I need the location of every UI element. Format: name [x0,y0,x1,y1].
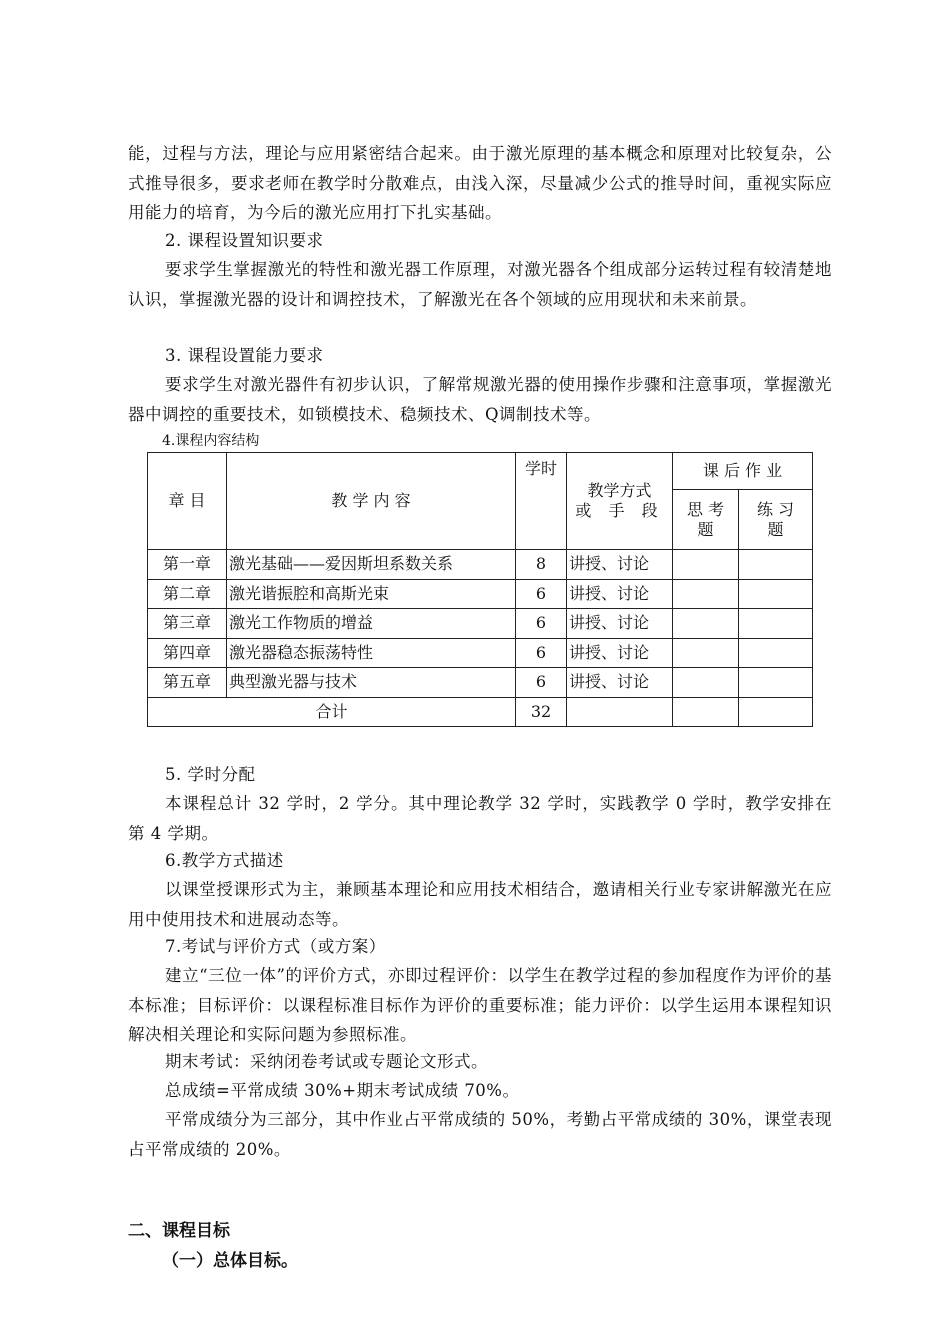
row-think [673,609,739,639]
sec6-body: 以课堂授课形式为主，兼顾基本理论和应用技术相结合，邀请相关行业专家讲解激光在应用中使用技术和进展动态等。 [128,880,832,929]
row-exercise [739,579,813,609]
row-think [673,579,739,609]
row-think [673,638,739,668]
row-exercise [739,609,813,639]
header-exercise [739,490,813,550]
header-exercise-line2: 题 [767,519,784,539]
sec2-body: 要求学生掌握激光的特性和激光器工作原理，对激光器各个组成部分运转过程有较清楚地认识，掌握激光器的设计和调控技术，了解激光在各个领域的应用现状和未来前景。 [128,260,832,309]
row-hours: 6 [516,609,567,639]
row-think [673,550,739,580]
sec7-heading: 7.考试与评价方式（或方案） [165,937,386,956]
header-think-line2: 题 [697,519,714,539]
row-content: 激光工作物质的增益 [227,609,516,639]
table-row [148,579,813,609]
row-method: 讲授、讨论 [567,550,673,580]
total-hours: 32 [516,697,567,727]
table-row [148,609,813,639]
table-row [148,550,813,580]
sec3-heading: 3. 课程设置能力要求 [165,346,324,365]
header-content: 教 学 内 容 [227,453,516,550]
header-exercise-line1: 练 习 [756,499,795,519]
course-content-table [147,452,813,727]
row-method: 讲授、讨论 [567,609,673,639]
row-method: 讲授、讨论 [567,579,673,609]
row-content: 激光基础——爱因斯坦系数关系 [227,550,516,580]
intro-paragraph: 能，过程与方法，理论与应用紧密结合起来。由于激光原理的基本概念和原理对比较复杂，公式推导很多，要求老师在教学时分散难点，由浅入深，尽量减少公式的推导时间，重视实际应用能力的培育，为今后的激光应用打下扎实基础。 [128,144,832,222]
row-think [673,668,739,698]
row-exercise [739,668,813,698]
row-method: 讲授、讨论 [567,638,673,668]
row-content: 激光器稳态振荡特性 [227,638,516,668]
sec2-heading: 2. 课程设置知识要求 [165,231,324,250]
header-method [567,453,673,550]
header-think [673,490,739,550]
header-homework: 课 后 作 业 [673,453,813,490]
row-chapter: 第二章 [148,579,227,609]
sec5-body: 本课程总计 32 学时，2 学分。其中理论教学 32 学时，实践教学 0 学时，教学安排在第 4 学期。 [128,794,832,843]
subsection-heading: （一）总体目标。 [162,1251,298,1271]
total-exercise [739,697,813,727]
sec3-body: 要求学生对激光器件有初步认识，了解常规激光器的使用操作步骤和注意事项，掌握激光器中调控的重要技术，如锁模技术、稳频技术、Q调制技术等。 [128,375,832,424]
total-think [673,697,739,727]
sec7-body1: 建立“三位一体”的评价方式，亦即过程评价：以学生在教学过程的参加程度作为评价的基本标准；目标评价：以课程标准目标作为评价的重要标准；能力评价：以学生运用本课程知识解决相关理论和实际问题为参照标准。 [128,966,832,1044]
sec5-heading: 5. 学时分配 [165,765,256,784]
total-label: 合计 [148,697,516,727]
row-content: 典型激光器与技术 [227,668,516,698]
sec7-body2: 期末考试：采纳闭卷考试或专题论文形式。 [165,1052,488,1071]
table-row [148,668,813,698]
table-caption: 4.课程内容结构 [162,433,260,449]
row-chapter: 第四章 [148,638,227,668]
section-two-heading: 二、课程目标 [128,1221,230,1241]
row-exercise [739,638,813,668]
row-hours: 6 [516,579,567,609]
row-method: 讲授、讨论 [567,668,673,698]
table-row [148,638,813,668]
row-hours: 6 [516,638,567,668]
header-chapter: 章 目 [148,453,227,550]
header-think-line1: 思 考 [686,499,725,519]
total-method [567,697,673,727]
table-total-row [148,697,813,727]
header-method-line2: 或 手 段 [575,501,664,520]
row-chapter: 第五章 [148,668,227,698]
sec7-body4: 平常成绩分为三部分，其中作业占平常成绩的 50%，考勤占平常成绩的 30%，课堂表现占平常成绩的 20%。 [128,1110,832,1159]
row-chapter: 第一章 [148,550,227,580]
row-chapter: 第三章 [148,609,227,639]
sec6-heading: 6.教学方式描述 [165,851,284,870]
row-content: 激光谐振腔和高斯光束 [227,579,516,609]
header-hours: 学时 [516,453,567,550]
sec7-body3: 总成绩=平常成绩 30%+期末考试成绩 70%。 [165,1081,520,1100]
row-hours: 8 [516,550,567,580]
header-method-line1: 教学方式 [587,481,652,500]
row-hours: 6 [516,668,567,698]
row-exercise [739,550,813,580]
